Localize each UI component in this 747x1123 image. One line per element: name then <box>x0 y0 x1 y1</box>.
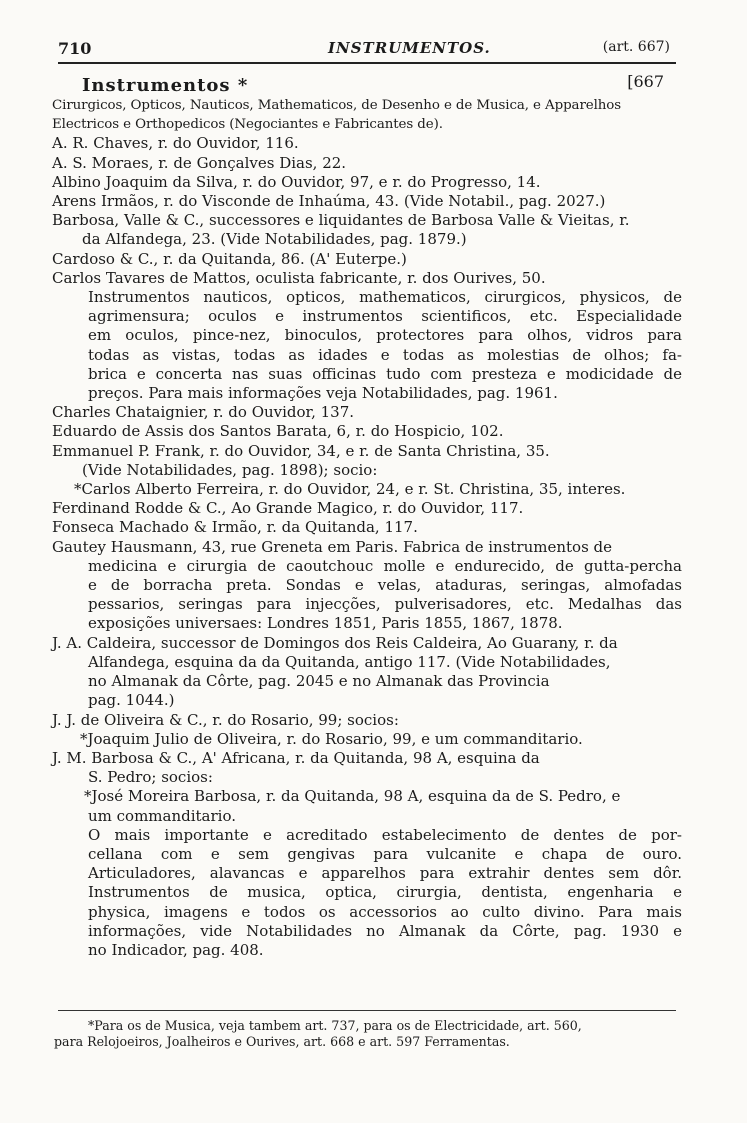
description-line: em oculos, pince-nez, binoculos, protectores para olhos, vidros para <box>88 326 682 345</box>
listing-entry: Eduardo de Assis dos Santos Barata, 6, r. do Hospicio, 102. <box>52 422 504 441</box>
listing-entry: Fonseca Machado & Irmão, r. da Quitanda, 117. <box>52 518 418 537</box>
listing-continuation: S. Pedro; socios: <box>88 768 213 787</box>
article-reference: (art. 667) <box>602 39 670 55</box>
description-line: pag. 1044.) <box>88 691 175 710</box>
description-line: todas as vistas, todas as idades e todas as molestias de olhos; fa- <box>88 345 682 364</box>
description-line: no Almanak da Côrte, pag. 2045 e no Almanak das Provincia <box>88 672 550 691</box>
footnote-line: *Para os de Musica, veja tambem art. 737, para os de Electricidade, art. 560, <box>88 1018 582 1033</box>
description-line: pessarios, seringas para injecções, pulverisadores, etc. Medalhas das <box>88 595 682 614</box>
listing-entry: Ferdinand Rodde & C., Ao Grande Magico, r. do Ouvidor, 117. <box>52 499 524 518</box>
text-line: Electricos e Orthopedicos (Negociantes e Fabricantes de). <box>52 117 443 133</box>
listing-entry: Cardoso & C., r. da Quitanda, 86. (A' Euterpe.) <box>52 249 407 268</box>
listing-entry: A. R. Chaves, r. do Ouvidor, 116. <box>52 134 299 153</box>
description-line: brica e concerta nas suas officinas tudo com presteza e modicidade de <box>88 364 682 383</box>
header-rule <box>58 62 676 64</box>
text-line: Cirurgicos, Opticos, Nauticos, Mathematicos, de Desenho e de Musica, e Apparelhos <box>52 98 622 113</box>
listing-entry: Carlos Tavares de Mattos, oculista fabricante, r. dos Ourives, 50. <box>52 268 546 287</box>
partner-line: *Carlos Alberto Ferreira, r. do Ouvidor, 24, e r. St. Christina, 35, interes. <box>74 480 626 499</box>
description-line: O mais importante e acreditado estabelecimento de dentes de por- <box>88 825 682 844</box>
description-line: preços. Para mais informações veja Notabilidades, pag. 1961. <box>88 384 558 403</box>
listing-continuation: da Alfandega, 23. (Vide Notabilidades, pag. 1879.) <box>82 230 467 249</box>
description-line: e de borracha preta. Sondas e velas, ataduras, seringas, almofadas <box>88 576 682 595</box>
listing-entry: J. J. de Oliveira & C., r. do Rosario, 99; socios: <box>52 710 399 729</box>
partner-line: *Joaquim Julio de Oliveira, r. do Rosario, 99, e um commanditario. <box>80 729 583 748</box>
listing-entry: Barbosa, Valle & C., successores e liquidantes de Barbosa Valle & Vieitas, r. <box>52 211 630 230</box>
footnote-rule <box>58 1010 676 1011</box>
description-line: physica, imagens e todos os accessorios ao culto divino. Para mais <box>88 902 682 921</box>
description-line: agrimensura; oculos e instrumentos scientificos, etc. Especialidade <box>88 307 682 326</box>
listing-entry: Emmanuel P. Frank, r. do Ouvidor, 34, e r. de Santa Christina, 35. <box>52 441 550 460</box>
description-line: Instrumentos nauticos, opticos, mathematicos, cirurgicos, physicos, de <box>88 288 682 307</box>
document-body <box>52 70 682 960</box>
listing-entry: Albino Joaquim da Silva, r. do Ouvidor, 97, e r. do Progresso, 14. <box>52 172 541 191</box>
description-line: Alfandega, esquina da da Quitanda, antigo 117. (Vide Notabilidades, <box>88 652 611 671</box>
footnote-line: para Relojoeiros, Joalheiros e Ourives, art. 668 e art. 597 Ferramentas. <box>54 1034 510 1049</box>
listing-continuation: (Vide Notabilidades, pag. 1898); socio: <box>82 460 378 479</box>
description-line: Articuladores, alavancas e apparelhos para extrahir dentes sem dôr. <box>88 864 682 883</box>
listing-entry: J. A. Caldeira, successor de Domingos dos Reis Caldeira, Ao Guarany, r. da <box>52 633 618 652</box>
description-line: um commanditario. <box>88 806 237 825</box>
running-title: INSTRUMENTOS. <box>328 39 491 57</box>
section-heading <box>52 70 682 96</box>
footnote <box>52 1018 682 1050</box>
page-number: 710 <box>58 39 92 58</box>
section-title: Instrumentos * <box>82 75 249 96</box>
listing-entry: J. M. Barbosa & C., A' Africana, r. da Quitanda, 98 A, esquina da <box>52 748 540 767</box>
description-line: medicina e cirurgia de caoutchouc molle e endurecido, de gutta-percha <box>88 556 682 575</box>
section-number: [667 <box>627 72 664 91</box>
listing-entry: A. S. Moraes, r. de Gonçalves Dias, 22. <box>52 153 347 172</box>
partner-line: *José Moreira Barbosa, r. da Quitanda, 98 A, esquina da de S. Pedro, e <box>84 787 621 806</box>
description-line: Instrumentos de musica, optica, cirurgia, dentista, engenharia e <box>88 883 682 902</box>
description-line: no Indicador, pag. 408. <box>88 940 264 959</box>
page-header <box>58 33 676 57</box>
description-line: cellana com e sem gengivas para vulcanite e chapa de ouro. <box>88 844 682 863</box>
listing-entry: Charles Chataignier, r. do Ouvidor, 137. <box>52 403 355 422</box>
description-line: exposições universaes: Londres 1851, Paris 1855, 1867, 1878. <box>88 614 563 633</box>
listing-entry: Gautey Hausmann, 43, rue Greneta em Paris. Fabrica de instrumentos de <box>52 537 613 556</box>
listing-entry: Arens Irmãos, r. do Visconde de Inhaúma, 43. (Vide Notabil., pag. 2027.) <box>52 192 606 211</box>
description-line: informações, vide Notabilidades no Almanak da Côrte, pag. 1930 e <box>88 921 682 940</box>
